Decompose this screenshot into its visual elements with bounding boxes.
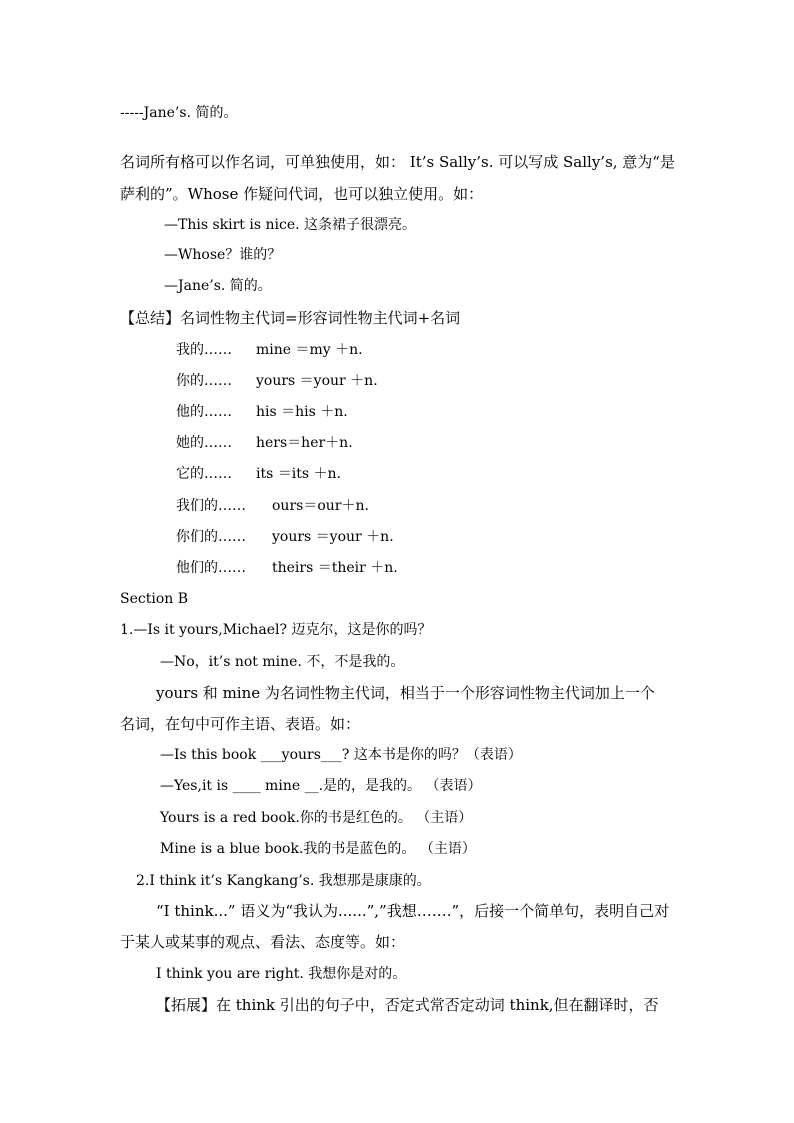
example-line: —Is this book ___yours___? 这本书是你的吗？（表语）	[160, 747, 522, 763]
summary-row	[176, 527, 394, 547]
intro-line: -----Jane’s. 简的。	[120, 105, 238, 121]
paragraph-line: “I think...” 语义为“我认为......”,”我想…….”，后接一个简单句，表明自己对	[156, 902, 670, 920]
summary-row	[176, 496, 369, 516]
paragraph-line: yours 和 mine 为名词性物主代词，相当于一个形容词性物主代词加上一个	[156, 684, 655, 702]
summary-row-cn: 你们的……	[176, 529, 246, 545]
summary-row-en: mine ＝my ＋n.	[256, 342, 363, 358]
paragraph-line: 名词，在句中可作主语、表语。如：	[120, 715, 361, 733]
example-line: Yours is a red book.你的书是红色的。 （主语）	[160, 810, 473, 826]
summary-row	[176, 371, 378, 391]
summary-row-cn: 我的……	[176, 342, 232, 358]
summary-row-cn: 他们的……	[176, 560, 246, 576]
summary-row-cn: 你的……	[176, 373, 232, 389]
summary-row-en: its ＝its ＋n.	[256, 466, 341, 482]
example-line: —Whose？谁的？	[164, 247, 282, 263]
summary-row-en: yours ＝your ＋n.	[272, 529, 394, 545]
paragraph-line: 萨利的”。Whose 作疑问代词，也可以独立使用。如：	[120, 185, 484, 203]
summary-row-en: hers＝her＋n.	[256, 435, 353, 451]
example-line: I think you are right. 我想你是对的。	[156, 966, 407, 982]
summary-row-cn: 他的……	[176, 404, 232, 420]
summary-row	[176, 464, 341, 484]
example-line: —This skirt is nice. 这条裙子很漂亮。	[164, 217, 417, 233]
summary-row-cn: 她的……	[176, 435, 232, 451]
paragraph-line: 于某人或某事的观点、看法、态度等。如：	[120, 933, 406, 951]
summary-title: 【总结】名词性物主代词=形容词性物主代词+名词	[120, 309, 461, 327]
paragraph-line: 名词所有格可以作名词，可单独使用，如： It’s Sally’s. 可以写成 Sally’s, 意为“是	[120, 153, 675, 171]
example-line: —Jane’s. 简的。	[164, 278, 272, 294]
summary-row-cn: 它的……	[176, 466, 232, 482]
answer-line: —No，it’s not mine. 不，不是我的。	[160, 654, 405, 670]
summary-row	[176, 402, 348, 422]
summary-row	[176, 340, 363, 360]
question-line: 2.I think it’s Kangkang’s. 我想那是康康的。	[136, 873, 431, 889]
question-line: 1.—Is it yours,Michael? 迈克尔，这是你的吗？	[120, 622, 432, 638]
summary-row-en: theirs ＝their ＋n.	[272, 560, 398, 576]
extension-line: 【拓展】在 think 引出的句子中，否定式常否定动词 think,但在翻译时，否	[156, 996, 659, 1014]
summary-row-cn: 我们的……	[176, 498, 246, 514]
summary-row-en: his ＝his ＋n.	[256, 404, 348, 420]
example-line: —Yes,it is ____ mine __.是的，是我的。 （表语）	[160, 778, 482, 794]
summary-row	[176, 433, 353, 453]
summary-row	[176, 558, 398, 578]
summary-row-en: ours＝our＋n.	[272, 498, 369, 514]
summary-row-en: yours ＝your ＋n.	[256, 373, 378, 389]
section-heading: Section B	[120, 591, 189, 607]
example-line: Mine is a blue book.我的书是蓝色的。 （主语）	[160, 841, 476, 857]
